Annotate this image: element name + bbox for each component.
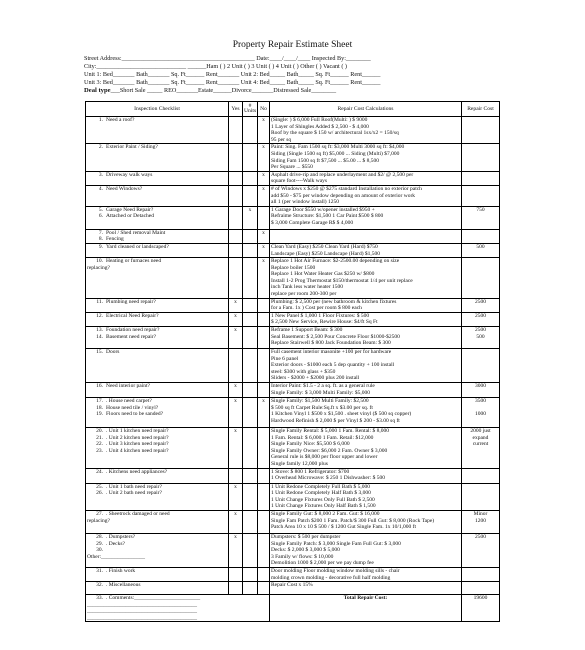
checklist-item (86, 144, 229, 171)
row-number: 10. (96, 258, 103, 265)
cost-calculation: Door molding Floor molding window molding sills - chair molding crown molding - decorative full half molding (270, 567, 462, 581)
checklist-item (86, 206, 229, 229)
checklist-item (86, 243, 229, 257)
cost-calculation: Repair Cost x 15% (270, 582, 462, 595)
cost-calculation: Clean Yard (Easy) $250 Clean Yard (Hard) $750 Landscape (Easy) $250 Landscape (Hard) $1,500 (270, 243, 462, 257)
cost-calculation: Single Family: $1,500 Multi Family: $2,500 $ 500 sq ft Carpet Rule:Sq.ft x $3.00 per sq. ft 1 Kitchen Vinyl 1 $500 x $1,500 . sheet vinyl ($ 500 sq copper) Hardwood Refinish $ 2,000 $ per Vinyl $ 200 - $3.00 sq ft (270, 398, 462, 428)
cost-calculation: Dumpsters: $ 500 per dumpster Single Family Patch: $ 3,000 Single Fam Full Gut: $ 3,000 Decks: $ 2,000 $ 3,000 $ 5,000 3 Family w/ flows: $ 10,000 Demolition 1000 $ 2,000 per we pay dump fee (270, 533, 462, 567)
units-mark: x (243, 206, 258, 229)
checklist-item (86, 258, 229, 299)
no-mark (258, 428, 270, 469)
repair-cost: Minor 1200 (462, 510, 500, 533)
table-row (86, 229, 500, 243)
item-label: Exterior Paint / Siding? (106, 144, 158, 151)
table-row (86, 582, 500, 595)
units-mark (243, 117, 258, 144)
cost-calculation: (Single: ) $ 6,000 Full Roof(Multi: ) $ 9000 1 Layer of Shingles Added $ 2,500 - $ 4,000 Roof by the square $ 150 w/ architectural 1sx/x2 = 150/sq 95 per sq (270, 117, 462, 144)
item-label: . House need carpet? House need tile / vinyl? Floors need to be sanded? (106, 398, 164, 418)
item-label: Electrical Need Repair? (106, 312, 159, 319)
no-mark: x (258, 144, 270, 171)
no-mark (258, 383, 270, 398)
yes-mark (229, 567, 243, 581)
item-label: Yard cleaned or landscaped? (106, 243, 169, 250)
yes-mark (229, 144, 243, 171)
item-label: . Dumpsters? . Decks? Other:________________ (87, 533, 146, 560)
total-repair-cost-value: 19600 (462, 595, 500, 622)
comments-cell (86, 595, 270, 622)
item-label: Driveway walk ways (106, 171, 153, 178)
cost-calculation: Paint: Sing. Fam 1500 sq ft: $3,000 Multi 3000 sq ft: $4,000 Siding (Single 1500 sq ft) $5,000 ... Siding (Multi) $7,000 Siding Fam 1500 sq ft $7,500 ... $5.00 ... $ 8,500 Per Square ... $550 (270, 144, 462, 171)
row-number: 1. (98, 117, 103, 123)
checklist-item (86, 327, 229, 349)
no-mark (258, 510, 270, 533)
checklist-item (86, 185, 229, 206)
repair-cost: 3000 (462, 383, 500, 398)
row-number: 15. (96, 349, 103, 356)
checklist-item (86, 567, 229, 581)
item-label: Need a roof? (106, 117, 135, 123)
repair-cost: 2000 just expand current (462, 428, 500, 469)
table-row (86, 468, 500, 483)
row-number: 16. (96, 383, 103, 389)
header-repair-calculations: Repair Cost Calculations (270, 102, 462, 117)
units-mark (243, 243, 258, 257)
row-number: 25. 26. (96, 483, 103, 497)
yes-mark: x (229, 298, 243, 312)
row-number: 9. (98, 243, 103, 250)
item-label: . Kitchens need appliances? (106, 468, 168, 475)
checklist-item (86, 582, 229, 595)
cost-calculation: 1 New Panel $ 1,000 1 Floor Fixtures: $ 500 $ 2,500 New Service, Rewire House: $4/ft Sq Ft (270, 312, 462, 326)
yes-mark (229, 582, 243, 595)
deal-type-line (84, 87, 336, 95)
row-number: 2. (98, 144, 103, 151)
table-row (86, 298, 500, 312)
item-label: Need Windows? (106, 185, 143, 192)
header-yes: Yes (229, 102, 243, 117)
no-mark: x (258, 117, 270, 144)
item-label: Plumbing need repair? (106, 298, 156, 305)
row-number: 4. (98, 185, 103, 192)
units-mark (243, 298, 258, 312)
repair-cost (462, 185, 500, 206)
table-row (86, 327, 500, 349)
repair-cost: 2500 (462, 298, 500, 312)
repair-cost: 2500 (462, 533, 500, 567)
no-mark: x (258, 258, 270, 299)
unit-3-4-line: Unit 3: Bed_______ Bath_______ Sq. Ft______ Rent_______ Unit 4: Bed_____ Bath_____ Sq. Ft______ Rent______ (84, 79, 381, 86)
units-mark (243, 327, 258, 349)
repair-cost: 750 (462, 206, 500, 229)
cost-calculation: 1 Unit Redone Completely Full Bath $ 5,000 1 Unit Redone Completely Half Bath $ 3,000 1 Unit Change Fixtures Only Full Bath $ 2,500 1 Unit Change Fixtures Only Half Bath $ 1,500 (270, 483, 462, 510)
item-label: Foundation need repair? Basement need repair? (106, 327, 160, 340)
yes-mark: x (229, 327, 243, 349)
table-row (86, 185, 500, 206)
row-number: 13. 14. (96, 327, 103, 340)
yes-mark (229, 258, 243, 299)
cost-calculation: Single Family Rental: $ 5,000 1 Fam. Rental: $ 8,000 1 Fam. Rental: $ 6,000 1 Fam. Retail: $12,000 Single Family Nice: $5,500 $ 6,000 Single Family Owner: $6,000 2 Fam. Owner $ 3,000 General rule is $8,000 per floor upper and lower Single family 12,000 plus (270, 428, 462, 469)
table-row (86, 398, 500, 428)
header-repair-cost: Repair Cost (462, 102, 500, 117)
units-mark (243, 582, 258, 595)
comments-label: . Comments:________________________ ________________________________________ ________________________________________ ________________________________________ (87, 595, 201, 621)
units-mark (243, 468, 258, 483)
cost-calculation (270, 229, 462, 243)
no-mark: x (258, 171, 270, 185)
checklist-item (86, 171, 229, 185)
yes-mark (229, 185, 243, 206)
repair-cost (462, 483, 500, 510)
checklist-item (86, 510, 229, 533)
repair-cost: 3500 1000 (462, 398, 500, 428)
row-number: 3. (98, 171, 103, 178)
no-mark (258, 468, 270, 483)
row-number: 27. (96, 510, 103, 517)
yes-mark: x (229, 398, 243, 428)
table-row (86, 349, 500, 383)
row-number: 12. (96, 312, 103, 319)
no-mark: x (258, 185, 270, 206)
checklist-item (86, 533, 229, 567)
units-mark (243, 312, 258, 326)
units-mark (243, 171, 258, 185)
no-mark (258, 533, 270, 567)
table-row (86, 428, 500, 469)
deal-type-options: ___Short Sale _____ REO_______Estate______Divorce_______Distressed Sale________ (110, 87, 337, 94)
table-row (86, 567, 500, 581)
item-label: Doors (106, 349, 120, 356)
header-units: # Units (243, 102, 258, 117)
row-number: 28. 29. 30. (96, 533, 103, 554)
item-label: Pool / Shed removal Maint Fencing (106, 229, 166, 243)
checklist-item (86, 117, 229, 144)
item-label: Need interior paint? (106, 383, 150, 389)
row-number: 5. 6. (98, 206, 103, 220)
repair-cost: 2500 500 (462, 327, 500, 349)
cost-calculation: # of Windows x $250 @ $275 standard Installation no exterior patch add $50 - $75 per window depending on amount of exterior work all 1 (per window install) 1250 (270, 185, 462, 206)
units-mark (243, 567, 258, 581)
page-title: Property Repair Estimate Sheet (232, 40, 353, 50)
repair-cost (462, 117, 500, 144)
yes-mark: x (229, 510, 243, 533)
no-mark (258, 312, 270, 326)
yes-mark: x (229, 533, 243, 567)
item-label: . Finish work (106, 567, 136, 574)
checklist-item (86, 229, 229, 243)
units-mark (243, 383, 258, 398)
table-row (86, 533, 500, 567)
cost-calculation: Asphalt drive-rip and replace underlayment and $2/ @ 2,500 per square foot----Walk ways (270, 171, 462, 185)
checklist-item (86, 312, 229, 326)
yes-mark (229, 243, 243, 257)
item-label: . Unit 1 bath need repair? . Unit 2 bath need repair? (106, 483, 162, 497)
table-row (86, 483, 500, 510)
no-mark (258, 349, 270, 383)
table-header-row (86, 102, 500, 117)
row-number: 7. 8. (98, 229, 103, 243)
repair-cost: 2500 (462, 312, 500, 326)
units-mark (243, 229, 258, 243)
yes-mark (229, 171, 243, 185)
units-mark (243, 510, 258, 533)
header-inspection-checklist: Inspection Checklist (86, 102, 229, 117)
repair-cost: 500 (462, 243, 500, 257)
cost-calculation: Full casement interior masonite +100 per for hardware Pine 6 panel Exterior doors - $1000 each 5 dep quantity + 100 install steel: $300 with glass + $350 Sliders - $2000 + $2000 plus 200 install (270, 349, 462, 383)
checklist-item (86, 298, 229, 312)
repair-cost (462, 468, 500, 483)
yes-mark (229, 229, 243, 243)
no-mark (258, 483, 270, 510)
row-number: 24. (96, 468, 103, 475)
row-number: 31. (96, 567, 103, 574)
no-mark (258, 206, 270, 229)
row-number: 17. 18. 19. (96, 398, 103, 418)
yes-mark: x (229, 428, 243, 469)
repair-cost (462, 258, 500, 299)
total-repair-cost-label: Total Repair Cost: (270, 595, 462, 622)
checklist-item (86, 468, 229, 483)
table-row (86, 383, 500, 398)
item-label: . Sheetrock damaged or need replacing? (87, 510, 170, 524)
cost-calculation: 1 Garage Door $550 w/opener installed $950 + Refraime Structure: $1,500 1 Car Paint $500 $ 800 $ 3,000 Complete Garage R$ $ 4,000 (270, 206, 462, 229)
deal-type-label: Deal type (84, 87, 111, 94)
row-number: 33. (96, 595, 103, 602)
table-row (86, 144, 500, 171)
cost-calculation: Plumbing: $ 2,500 per (new bathroom & kitchen fixtures for a Fam. 1x ) Cost per room $ 800 each (270, 298, 462, 312)
item-label: Heating or furnaces need replacing? (87, 258, 162, 271)
units-mark (243, 185, 258, 206)
repair-cost (462, 229, 500, 243)
repair-cost (462, 171, 500, 185)
checklist-item (86, 398, 229, 428)
city-unit-type-line: City:_____________________________ ______Ham ( ) 2 Unit ( ) 3 Unit ( ) 4 Unit ( ) Other ( ) Vacant ( ) (84, 63, 347, 70)
no-mark: x (258, 229, 270, 243)
units-mark (243, 258, 258, 299)
units-mark (243, 533, 258, 567)
item-label: . Unit 1 kitchen need repair? . Unit 2 kitchen need repair? . Unit 3 kitchen need repair? . Unit 4 kitchen need repair? (106, 428, 169, 454)
repair-cost (462, 144, 500, 171)
no-mark (258, 327, 270, 349)
repair-cost (462, 582, 500, 595)
yes-mark (229, 468, 243, 483)
table-row (86, 243, 500, 257)
item-label: . Miscellaneous (106, 582, 141, 589)
checklist-item (86, 349, 229, 383)
cost-calculation: Reframe 1 Support Beam: $ 300 Seal Basement: $ 2,500 Pour Concrete Floor $1000-$2500 Replace Stairwell $ 800 Jack Foundation Beam: $ 300 (270, 327, 462, 349)
yes-mark: x (229, 383, 243, 398)
units-mark (243, 398, 258, 428)
no-mark (258, 582, 270, 595)
checklist-item (86, 428, 229, 469)
table-row (86, 312, 500, 326)
no-mark (258, 567, 270, 581)
cost-calculation: Replace 1 Hot Air Furnace: $2-2500.00 depending on size Replace boiler 1500 Replace 1 Hot Water Heater Gas $250 w/ $800 Install 1-2 Prog Thermostat $150/thermostat 1/4 per unit replace inch Tank less water heater 1500 replace per room 200-300 per (270, 258, 462, 299)
cost-calculation: Single Family Gut: $ 8,000 2 Fam. Gut: $ 16,000 Single Fam Patch $200 1 Fam. Patch/$ 300 Full Gut: $ 8,000 (Rock Tape) Patch Area 10 x 10 $ 500 / $ 1200 Gut Single Fam. 1x 10/1,000 ft (270, 510, 462, 533)
units-mark (243, 428, 258, 469)
header-no: No (258, 102, 270, 117)
inspection-table (85, 101, 500, 622)
no-mark: x (258, 398, 270, 428)
table-row (86, 206, 500, 229)
units-mark (243, 349, 258, 383)
repair-cost (462, 349, 500, 383)
street-address-line: Street Address:___________________________________________ Date:____/____/____ Inspected By:________ (84, 55, 371, 62)
row-number: 32. (96, 582, 103, 589)
checklist-item (86, 483, 229, 510)
item-label: Garage Need Repair? Attached or Detached (106, 206, 154, 220)
table-row (86, 258, 500, 299)
units-mark (243, 483, 258, 510)
repair-cost (462, 567, 500, 581)
cost-calculation: 1 Stove: $ 800 1 Refrigerator: $700 1 Overhead Microwave: $ 250 1 Dishwasher: $ 500 (270, 468, 462, 483)
table-row (86, 510, 500, 533)
unit-1-2-line: Unit 1: Bed_______ Bath_______ Sq. Ft______ Rent_______ Unit 2: Bed_____ Bath_____ Sq. Ft______ Rent______ (84, 71, 381, 78)
units-mark (243, 144, 258, 171)
no-mark: x (258, 243, 270, 257)
yes-mark: x (229, 483, 243, 510)
row-number: 11. (96, 298, 103, 305)
table-row (86, 171, 500, 185)
yes-mark (229, 349, 243, 383)
cost-calculation: Interior Paint: $1.5 - 2 a sq. ft. as a general rule Single Family: $ 3,000 Multi Family: $5,000 (270, 383, 462, 398)
yes-mark: x (229, 312, 243, 326)
checklist-item (86, 383, 229, 398)
yes-mark (229, 117, 243, 144)
comments-row (86, 595, 500, 622)
row-number: 20. 21. 22. 23. (96, 428, 103, 454)
no-mark (258, 298, 270, 312)
yes-mark (229, 206, 243, 229)
table-row (86, 117, 500, 144)
